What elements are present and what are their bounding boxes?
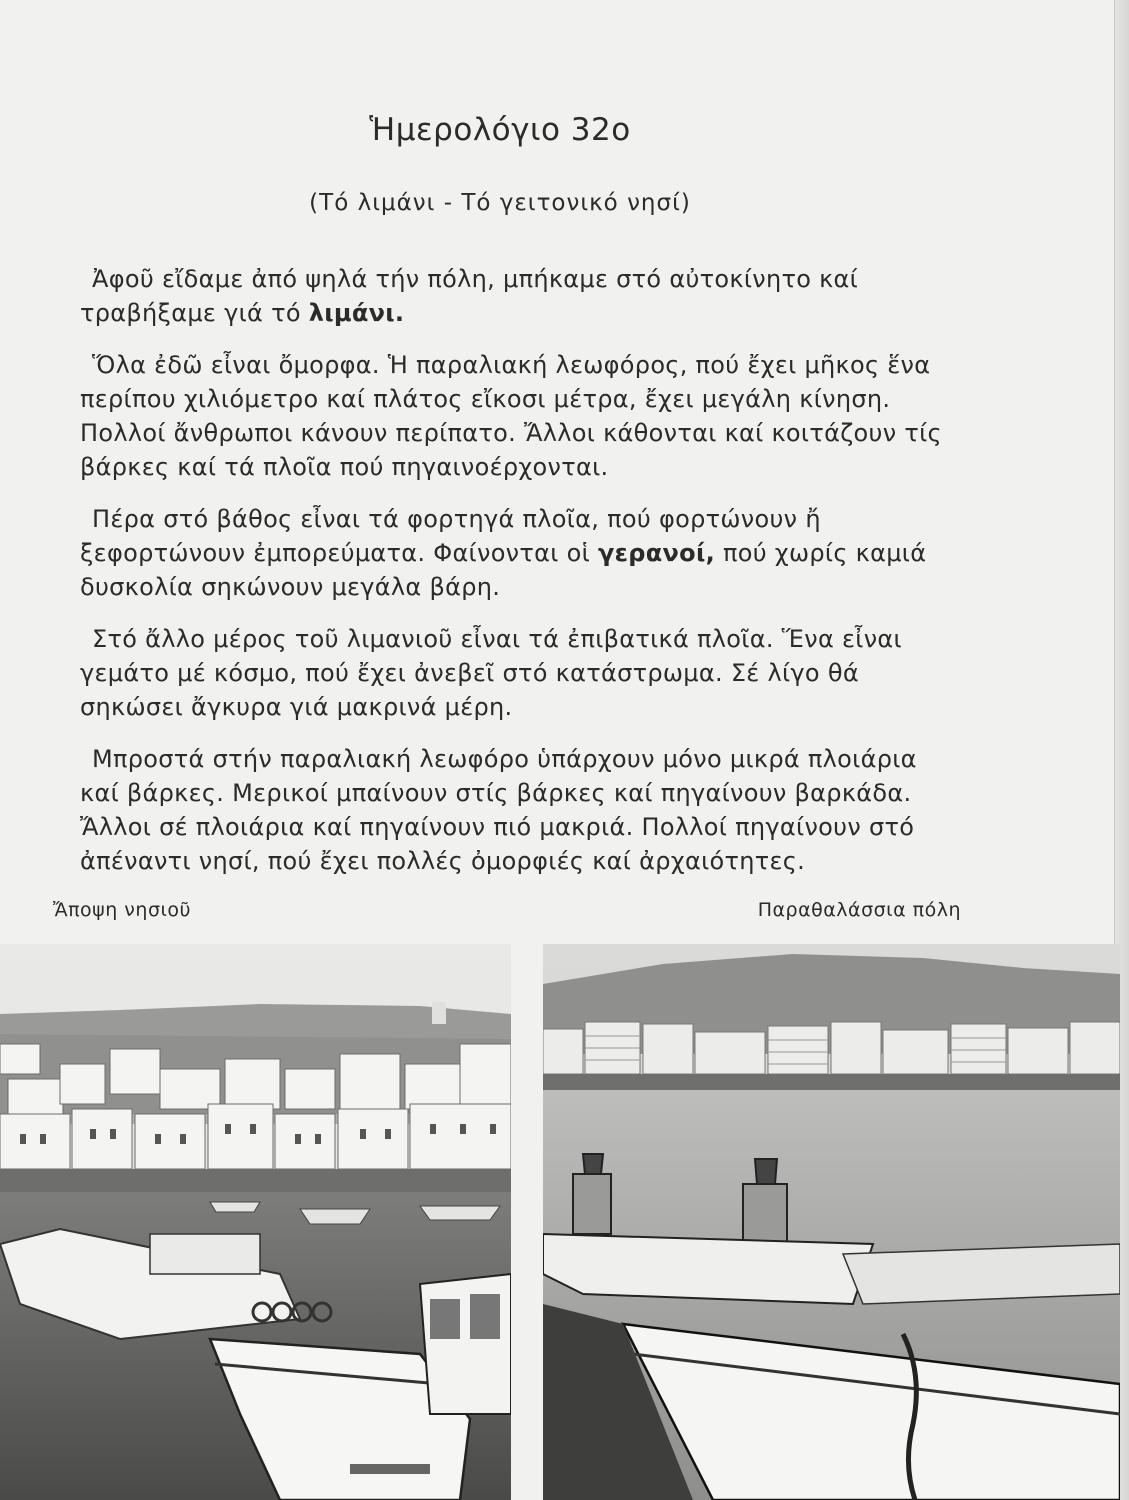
paragraph-1: Ἀφοῦ εἴδαμε ἀπό ψηλά τήν πόλη, μπήκαμε στό αὐτοκίνητο καί τραβήξαμε γιά τό λιμάνι.: [80, 265, 859, 327]
island-harbour-photo: [0, 944, 511, 1500]
caption-island-view: Ἄποψη νησιοῦ: [53, 899, 192, 921]
paragraph-2: Ὅλα ἐδῶ εἶναι ὄμορφα. Ἡ παραλιακή λεωφόρος, πού ἔχει μῆκος ἕνα περίπου χιλιόμετρο καί πλάτος εἴκοσι μέτρα, ἔχει μεγάλη κίνηση. Πολλοί ἄνθρωποι κάνουν περίπατο. Ἄλλοι κάθονται καί κοιτάζουν τίς βάρκες καί τά πλοῖα πού πηγαινοέρχονται.: [80, 351, 942, 481]
paragraph-3: Πέρα στό βάθος εἶναι τά φορτηγά πλοῖα, πού φορτώνουν ἤ ξεφορτώνουν ἐμπορεύματα. Φαίνονται οἱ γερανοί, πού χωρίς καμιά δυσκολία σηκώνουν μεγάλα βάρη.: [80, 505, 927, 601]
paragraph-5: Μπροστά στήν παραλιακή λεωφόρο ὑπάρχουν μόνο μικρά πλοιάρια καί βάρκες. Μερικοί μπαίνουν στίς βάρκες καί πηγαίνουν βαρκάδα. Ἄλλοι σέ πλοιάρια καί πηγαίνουν πιό μακριά. Πολλοί πηγαίνουν στό ἀπέναντι νησί, πού ἔχει πολλές ὀμορφιές καί ἀρχαιότητες.: [80, 745, 917, 875]
body-text: [80, 262, 962, 896]
bold-word-limani: λιμάνι.: [308, 299, 405, 327]
page-subtitle: (Τό λιμάνι - Τό γειτονικό νησί): [309, 190, 691, 216]
page-title: Ἡμερολόγιο 32ο: [369, 112, 631, 148]
seaside-city-photo: [543, 944, 1120, 1500]
caption-seaside-city: Παραθαλάσσια πόλη: [757, 899, 961, 921]
bold-word-geranoi: γερανοί,: [597, 539, 716, 567]
paragraph-4: Στό ἄλλο μέρος τοῦ λιμανιοῦ εἶναι τά ἐπιβατικά πλοῖα. Ἕνα εἶναι γεμάτο μέ κόσμο, πού ἔχει ἀνεβεῖ στό κατάστρωμα. Σέ λίγο θά σηκώσει ἄγκυρα γιά μακρινά μέρη.: [80, 625, 902, 721]
